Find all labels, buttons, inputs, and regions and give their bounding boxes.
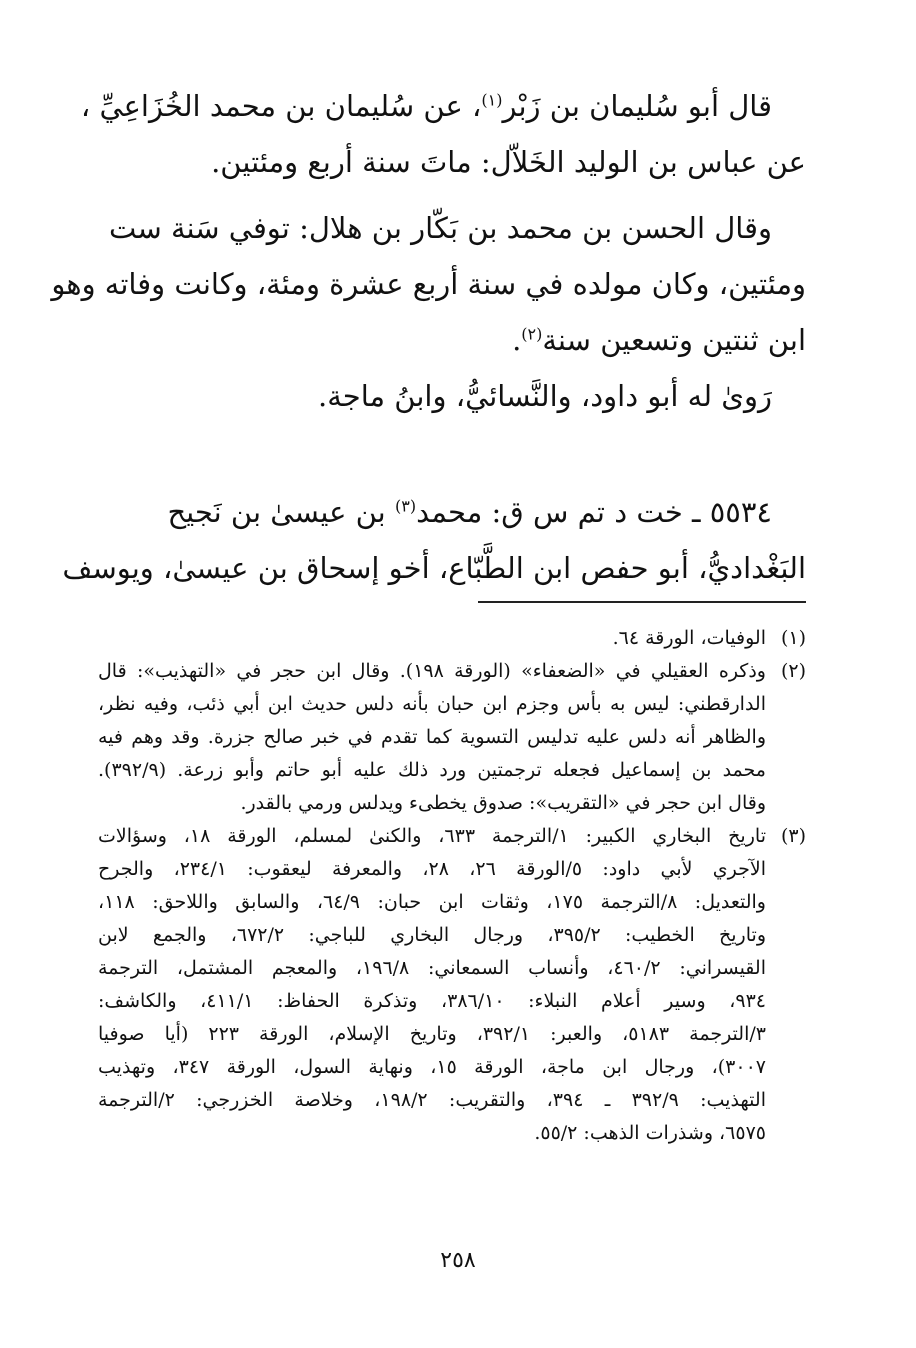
footnote-2: [98, 655, 806, 820]
main-text: [51, 78, 806, 596]
footnote-line: والظاهر أنه دلس عليه تدليس التسوية كما تقدم في خبر صالح جزرة. وقد وهم فيه: [98, 726, 766, 748]
footnote-3: [98, 820, 806, 1150]
footnote-line: ٣/الترجمة ٥١٨٣، والعبر: ٣٩٢/١، وتاريخ الإسلام، الورقة ٢٢٣ (أيا صوفيا: [98, 1023, 766, 1045]
text-line: وقال الحسن بن محمد بن بَكّار بن هلال: توفي سَنة ست: [108, 211, 772, 245]
footnote-line: الآجري لأبي داود: ٥/الورقة ٢٦، ٢٨، والمعرفة ليعقوب: ٢٣٤/١، والجرح: [98, 858, 766, 880]
text-line: قال أبو سُليمان بن زَبْر$^{(١)}$، عن سُليمان بن محمد الخُزَاعِيِّ ،: [80, 89, 772, 123]
page-number: ٢٥٨: [440, 1248, 476, 1273]
footnote-line: محمد بن إسماعيل فجعله ترجمتين ورد ذلك عليه أبو حاتم وأبو زرعة. (٣٩٢/٩).: [98, 759, 766, 781]
footnote-line: الدارقطني: ليس به بأس وجزم ابن حبان بأنه دلس حديث ابن أبي ذئب، وفيه نظر،: [98, 693, 766, 715]
text-line: رَوىٰ له أبو داود، والنَّسائيُّ، وابنُ ماجة.: [318, 379, 772, 413]
footnote-line: ٩٣٤، وسير أعلام النبلاء: ٣٨٦/١٠، وتذكرة الحفاظ: ٤١١/١، والكاشف:: [98, 990, 766, 1012]
footnote-line: تاريخ البخاري الكبير: ١/الترجمة ٦٣٣، والكنىٰ لمسلم، الورقة ١٨، وسؤالات: [98, 825, 766, 847]
footnote-ref-3[interactable]: (٣): [394, 496, 417, 516]
footnote-line: وذكره العقيلي في «الضعفاء» (الورقة ١٩٨). وقال ابن حجر في «التهذيب»: قال: [98, 660, 766, 682]
footnote-line: التهذيب: ٣٩٢/٩ ـ ٣٩٤، والتقريب: ١٩٨/٢، وخلاصة الخزرجي: ٢/الترجمة: [98, 1089, 766, 1111]
text-line: ٥٥٣٤ ـ خت د تم س ق: محمد$^{(٣)}$ بن عيسىٰ بن نَجيح: [167, 495, 772, 529]
footnote-ref-2[interactable]: (٢): [521, 324, 543, 344]
footnote-line: وقال ابن حجر في «التقريب»: صدوق يخطىء ويدلس ورمي بالقدر.: [240, 792, 766, 814]
footnote-number: (٢): [780, 660, 806, 682]
footnote-divider: [478, 601, 806, 603]
footnote-line: ٣٠٠٧)، ورجال ابن ماجة، الورقة ١٥، ونهاية السول، الورقة ٣٤٧، وتهذيب: [98, 1056, 766, 1078]
text-line: ابن ثنتين وتسعين سنة$^{(٢)}$.: [512, 323, 806, 357]
footnotes: [98, 622, 806, 1150]
paragraph-3: [98, 368, 806, 424]
text-line: عن عباس بن الوليد الخَلاّل: ماتَ سنة أربع ومئتين.: [211, 145, 806, 179]
text-line: ومئتين، وكان مولده في سنة أربع عشرة ومئة، وكانت وفاته وهو: [51, 267, 806, 301]
footnote-line: القيسراني: ٤٦٠/٢، وأنساب السمعاني: ١٩٦/٨، والمعجم المشتمل، الترجمة: [98, 957, 766, 979]
footnote-ref-1[interactable]: (١): [481, 90, 503, 110]
text-line: البَغْداديُّ، أبو حفص ابن الطَّبّاع، أخو إسحاق بن عيسىٰ، ويوسف: [62, 551, 806, 585]
footnote-1: [98, 622, 806, 655]
footnote-number: (٣): [780, 825, 806, 847]
paragraph-1: [80, 78, 806, 190]
footnote-line: الوفيات، الورقة ٦٤.: [612, 627, 766, 649]
footnote-number: (١): [780, 627, 806, 649]
footnote-line: ٦٥٧٥، وشذرات الذهب: ٥٥/٢.: [534, 1122, 766, 1144]
entry-heading: ٥٥٣٤ ـ خت د تم س ق: محمد: [416, 495, 772, 529]
footnote-line: وتاريخ الخطيب: ٣٩٥/٢، ورجال البخاري للباجي: ٦٧٢/٢، والجمع لابن: [98, 924, 766, 946]
footnote-line: والتعديل: ٨/الترجمة ١٧٥، وثقات ابن حبان: ٦٤/٩، والسابق واللاحق: ١١٨،: [98, 891, 766, 913]
entry-5534: [62, 484, 806, 596]
paragraph-2: [51, 200, 806, 368]
